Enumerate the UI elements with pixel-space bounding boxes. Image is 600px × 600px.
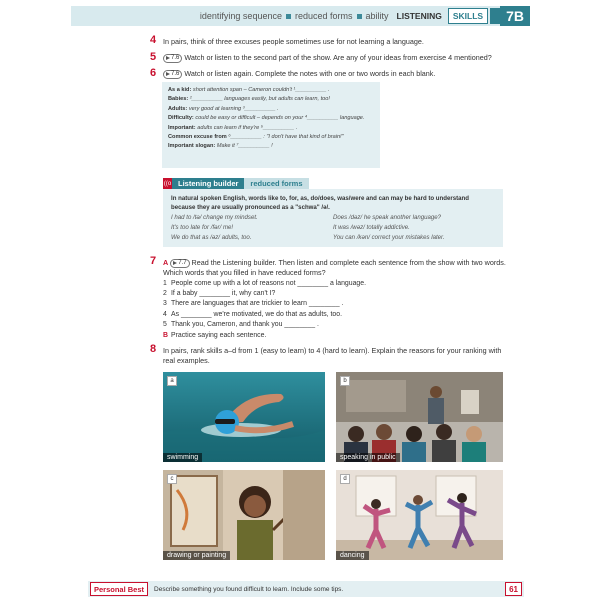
audio-track-button[interactable]: 7.6: [163, 54, 182, 63]
exercise-4-number: 4: [150, 34, 157, 46]
example-line: I had to /tə/ change my mindset.: [171, 214, 258, 221]
exercise-5-text: Watch or listen to the second part of the show. Are any of your ideas from exercise 4 mentioned?: [184, 53, 492, 62]
list-item: 2 If a baby ________ it, why can't I?: [163, 290, 276, 298]
photo-letter: a: [167, 376, 177, 386]
note-line: Difficulty: could be easy or difficult – depends on your ⁴__________ language.: [168, 115, 365, 122]
listening-builder-title: Listening builder: [172, 178, 244, 189]
page-number: 61: [505, 582, 522, 596]
exercise-8-number: 8: [150, 343, 157, 355]
example-line: We do that as /əz/ adults, too.: [171, 234, 252, 241]
listening-builder-examples: [171, 213, 495, 243]
footer-prompt: Describe something you found difficult to learn. Include some tips.: [154, 585, 344, 593]
photo-letter: b: [340, 376, 350, 386]
audience-illustration: [336, 372, 503, 462]
exercise-6: [163, 69, 435, 79]
listening-builder-intro: In natural spoken English, words like to, for, as, do/does, was/were and can may be hard to understand because they are usually pronounced as a "schwa" /ə/.: [171, 195, 469, 211]
play-icon: [166, 56, 170, 60]
exercise-4-text: In pairs, think of three excuses people sometimes use for not learning a language.: [163, 37, 424, 46]
topic-1: identifying sequence: [199, 11, 282, 21]
audio-track-button[interactable]: 7.7: [170, 259, 189, 268]
listening-builder-subtitle: reduced forms: [244, 178, 308, 189]
exercise-6-text: Watch or listen again. Complete the notes with one or two words in each blank.: [184, 69, 436, 78]
swimmer-illustration: [163, 372, 325, 462]
play-icon: [166, 72, 170, 76]
unit-badge: 7B: [500, 6, 530, 26]
sentence-list: [163, 279, 366, 341]
note-line: Babies: ²__________ languages easily, but adults can learn, too!: [168, 96, 330, 103]
list-item: 3 There are languages that are trickier to learn ________ .: [163, 300, 344, 308]
topic-3: ability: [365, 11, 389, 21]
sound-icon: ((o: [163, 178, 172, 189]
note-line: Important: adults can learn if they're ⁵__________ .: [168, 124, 298, 131]
exercise-6-number: 6: [150, 67, 157, 79]
section-label: LISTENING: [396, 11, 442, 21]
page-header: [71, 6, 530, 26]
exercise-7-text: Read the Listening builder. Then listen and complete each sentence from the show with two words. Which words that you filled in have reduced forms?: [163, 258, 506, 277]
list-item: 4 As ________ we're motivated, we do that as adults, too.: [163, 310, 343, 318]
exercise-7: [163, 258, 508, 278]
exercise-5-number: 5: [150, 51, 157, 63]
note-line: As a kid: short attention span – Cameron couldn't ¹__________ .: [168, 87, 330, 93]
photo-caption: swimming: [163, 453, 202, 462]
personal-best-badge: Personal Best: [90, 582, 148, 596]
photo-caption: drawing or painting: [163, 551, 230, 560]
list-item: 5 Thank you, Cameron, and thank you ________ .: [163, 320, 319, 328]
skills-badge: SKILLS: [448, 8, 488, 24]
exercise-7-number: 7: [150, 255, 157, 267]
topic-list: [200, 11, 389, 21]
painter-illustration: [163, 470, 325, 560]
photo-caption: speaking in public: [336, 453, 400, 462]
play-icon: [173, 261, 177, 265]
examples-right: [333, 213, 495, 243]
topic-2: reduced forms: [294, 11, 353, 21]
example-line: Does /dəz/ he speak another language?: [333, 214, 442, 221]
note-line: Adults: very good at learning ³__________ .: [168, 105, 279, 112]
list-item: 1 People come up with a lot of reasons not ________ a language.: [163, 280, 366, 287]
listening-builder-header: [163, 178, 503, 189]
part-a-label: A: [163, 258, 169, 267]
photo-letter: c: [167, 474, 177, 484]
note-line: Common excuse from ⁶__________ : "I don't have that kind of brain!": [168, 134, 344, 141]
photo-drawing-or-painting: [163, 470, 325, 560]
photo-swimming: [163, 372, 325, 462]
photo-dancing: [336, 470, 503, 560]
audio-track-button[interactable]: 7.6: [163, 70, 182, 79]
arrow-icon: [490, 8, 500, 24]
photo-letter: d: [340, 474, 350, 484]
notes-box: [162, 82, 380, 168]
page-footer: [88, 581, 524, 597]
example-line: You can /kən/ correct your mistakes later.: [333, 234, 445, 241]
example-line: It was /wəz/ totally addictive.: [333, 224, 410, 231]
example-line: It's too late for /fər/ me!: [171, 224, 234, 231]
dancers-illustration: [336, 470, 503, 560]
examples-left: [171, 213, 333, 243]
photo-caption: dancing: [336, 551, 369, 560]
listening-builder-box: [163, 189, 503, 247]
exercise-5: [163, 53, 492, 63]
note-line: Important slogan: Make it ⁷__________ !: [168, 143, 273, 150]
square-bullet-icon: [286, 14, 291, 19]
photo-speaking-in-public: [336, 372, 503, 462]
exercise-8-text: In pairs, rank skills a–d from 1 (easy to learn) to 4 (hard to learn). Explain the reasons for your ranking with real examples.: [163, 346, 502, 365]
square-bullet-icon: [357, 14, 362, 19]
part-b: B Practice saying each sentence.: [163, 332, 267, 340]
